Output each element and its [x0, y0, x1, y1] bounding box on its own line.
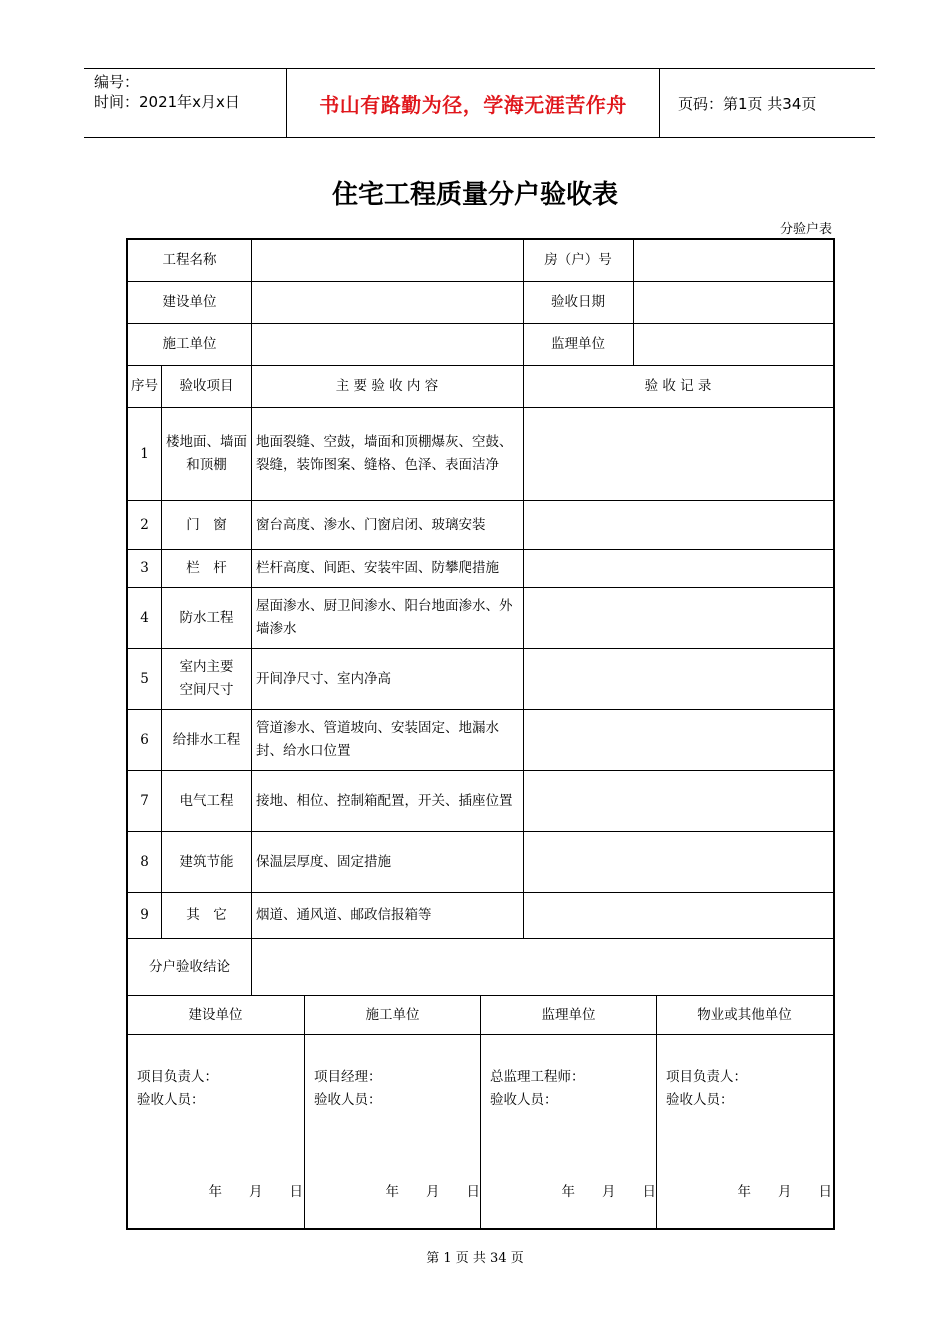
row-record-field[interactable]	[526, 408, 831, 500]
row-record-field[interactable]	[526, 501, 831, 549]
info-label-supervisor: 监理单位	[551, 336, 605, 352]
row-content: 开间净尺寸、室内净高	[256, 670, 391, 687]
row-record-field[interactable]	[526, 550, 831, 587]
project-name-field[interactable]	[252, 240, 522, 281]
document-header	[84, 68, 875, 138]
row-content: 接地、相位、控制箱配置，开关、插座位置	[256, 792, 513, 809]
supervisor-field[interactable]	[634, 324, 832, 365]
grid-line	[128, 648, 833, 649]
row-item: 其 它	[186, 907, 227, 923]
owner-unit-field[interactable]	[252, 282, 522, 323]
grid-line	[304, 995, 305, 1228]
row-record-field[interactable]	[526, 893, 831, 938]
signoff-line: 验收人员：	[314, 1092, 382, 1108]
row-item: 栏 杆	[186, 560, 227, 576]
form-tag: 分验户表	[779, 222, 832, 237]
row-item: 电气工程	[179, 792, 234, 809]
info-label-unit-no: 房（户）号	[544, 252, 612, 268]
grid-line	[523, 240, 524, 938]
page-info	[668, 69, 875, 137]
row-number: 2	[140, 516, 149, 533]
info-label-accept-date: 验收日期	[551, 294, 605, 310]
row-number: 7	[140, 792, 149, 809]
date-line: 时间：2021年x月x日	[94, 93, 240, 111]
signoff-unit-owner: 建设单位	[188, 1006, 243, 1023]
signoff-line: 验收人员：	[490, 1092, 558, 1108]
row-item: 门 窗	[186, 516, 227, 533]
signoff-line: 项目经理：	[314, 1069, 382, 1085]
row-number: 6	[140, 731, 149, 748]
row-number: 9	[140, 907, 149, 923]
signoff-line: 验收人员：	[137, 1092, 205, 1108]
row-content: 地面裂缝、空鼓，墙面和顶棚爆灰、空鼓、裂缝，装饰图案、缝格、色泽、表面洁净	[256, 434, 513, 473]
row-record-field[interactable]	[526, 771, 831, 831]
grid-line	[128, 365, 833, 366]
header-meta	[84, 69, 286, 137]
row-content: 烟道、通风道、邮政信报箱等	[256, 907, 432, 923]
signoff-unit-contractor: 施工单位	[365, 1006, 420, 1023]
row-number: 4	[140, 609, 149, 626]
page-info-text: 页码：第1页 共34页	[678, 94, 817, 113]
col-header-record: 验 收 记 录	[644, 378, 712, 394]
grid-line	[128, 323, 833, 324]
row-item: 室内主要空间尺寸	[179, 659, 234, 698]
row-item: 防水工程	[179, 609, 234, 626]
signoff-unit-property: 物业或其他单位	[697, 1006, 792, 1023]
row-record-field[interactable]	[526, 649, 831, 709]
row-content: 管道渗水、管道坡向、安装固定、地漏水封、给水口位置	[256, 720, 499, 759]
col-header-seq: 序号	[131, 378, 158, 394]
signoff-line: 项目负责人：	[666, 1069, 747, 1085]
grid-line	[128, 938, 833, 939]
header-motto: 书山有路勤为径，学海无涯苦作舟	[286, 69, 660, 137]
grid-line	[128, 281, 833, 282]
col-header-item: 验收项目	[179, 378, 234, 394]
signoff-line: 总监理工程师：	[490, 1069, 585, 1085]
row-item: 给排水工程	[172, 731, 241, 748]
grid-line	[128, 500, 833, 501]
grid-line	[128, 831, 833, 832]
acceptance-table	[126, 238, 835, 1230]
accept-date-field[interactable]	[634, 282, 832, 323]
row-number: 1	[140, 445, 149, 462]
page-title: 住宅工程质量分户验收表	[331, 180, 618, 210]
grid-line	[128, 709, 833, 710]
contractor-field[interactable]	[252, 324, 522, 365]
row-content: 栏杆高度、间距、安装牢固、防攀爬措施	[256, 560, 499, 576]
info-label-contractor: 施工单位	[162, 336, 217, 352]
signoff-unit-supervisor: 监理单位	[541, 1006, 596, 1023]
grid-line	[128, 892, 833, 893]
grid-line	[128, 549, 833, 550]
row-number: 8	[140, 853, 149, 870]
signoff-date: 年 月 日	[737, 1184, 832, 1200]
grid-line	[480, 995, 481, 1228]
conclusion-field[interactable]	[256, 939, 830, 995]
signoff-line: 验收人员：	[666, 1092, 734, 1108]
grid-line	[128, 770, 833, 771]
row-item: 楼地面、墙面和顶棚	[166, 434, 247, 473]
grid-line	[633, 240, 634, 365]
row-record-field[interactable]	[526, 710, 831, 770]
info-label-project: 工程名称	[162, 252, 217, 268]
grid-line	[161, 365, 162, 938]
page-footer: 第 1 页 共 34 页	[426, 1251, 524, 1266]
grid-line	[251, 240, 252, 995]
row-record-field[interactable]	[526, 832, 831, 892]
row-number: 5	[140, 670, 149, 687]
row-number: 3	[140, 560, 149, 576]
unit-number-field[interactable]	[634, 240, 832, 281]
signoff-date: 年 月 日	[561, 1184, 656, 1200]
conclusion-label: 分户验收结论	[149, 958, 230, 975]
row-content: 屋面渗水、厨卫间渗水、阳台地面渗水、外墙渗水	[256, 598, 513, 637]
grid-line	[128, 407, 833, 408]
info-label-owner: 建设单位	[162, 294, 217, 310]
serial-label: 编号：	[94, 73, 140, 91]
row-item: 建筑节能	[179, 853, 234, 870]
grid-line	[128, 587, 833, 588]
col-header-content: 主 要 验 收 内 容	[335, 378, 439, 394]
signoff-date: 年 月 日	[385, 1184, 480, 1200]
row-content: 保温层厚度、固定措施	[256, 853, 391, 870]
signoff-date: 年 月 日	[208, 1184, 303, 1200]
row-record-field[interactable]	[526, 588, 831, 648]
signoff-line: 项目负责人：	[137, 1069, 218, 1085]
grid-line	[656, 995, 657, 1228]
row-content: 窗台高度、渗水、门窗启闭、玻璃安装	[256, 516, 486, 533]
